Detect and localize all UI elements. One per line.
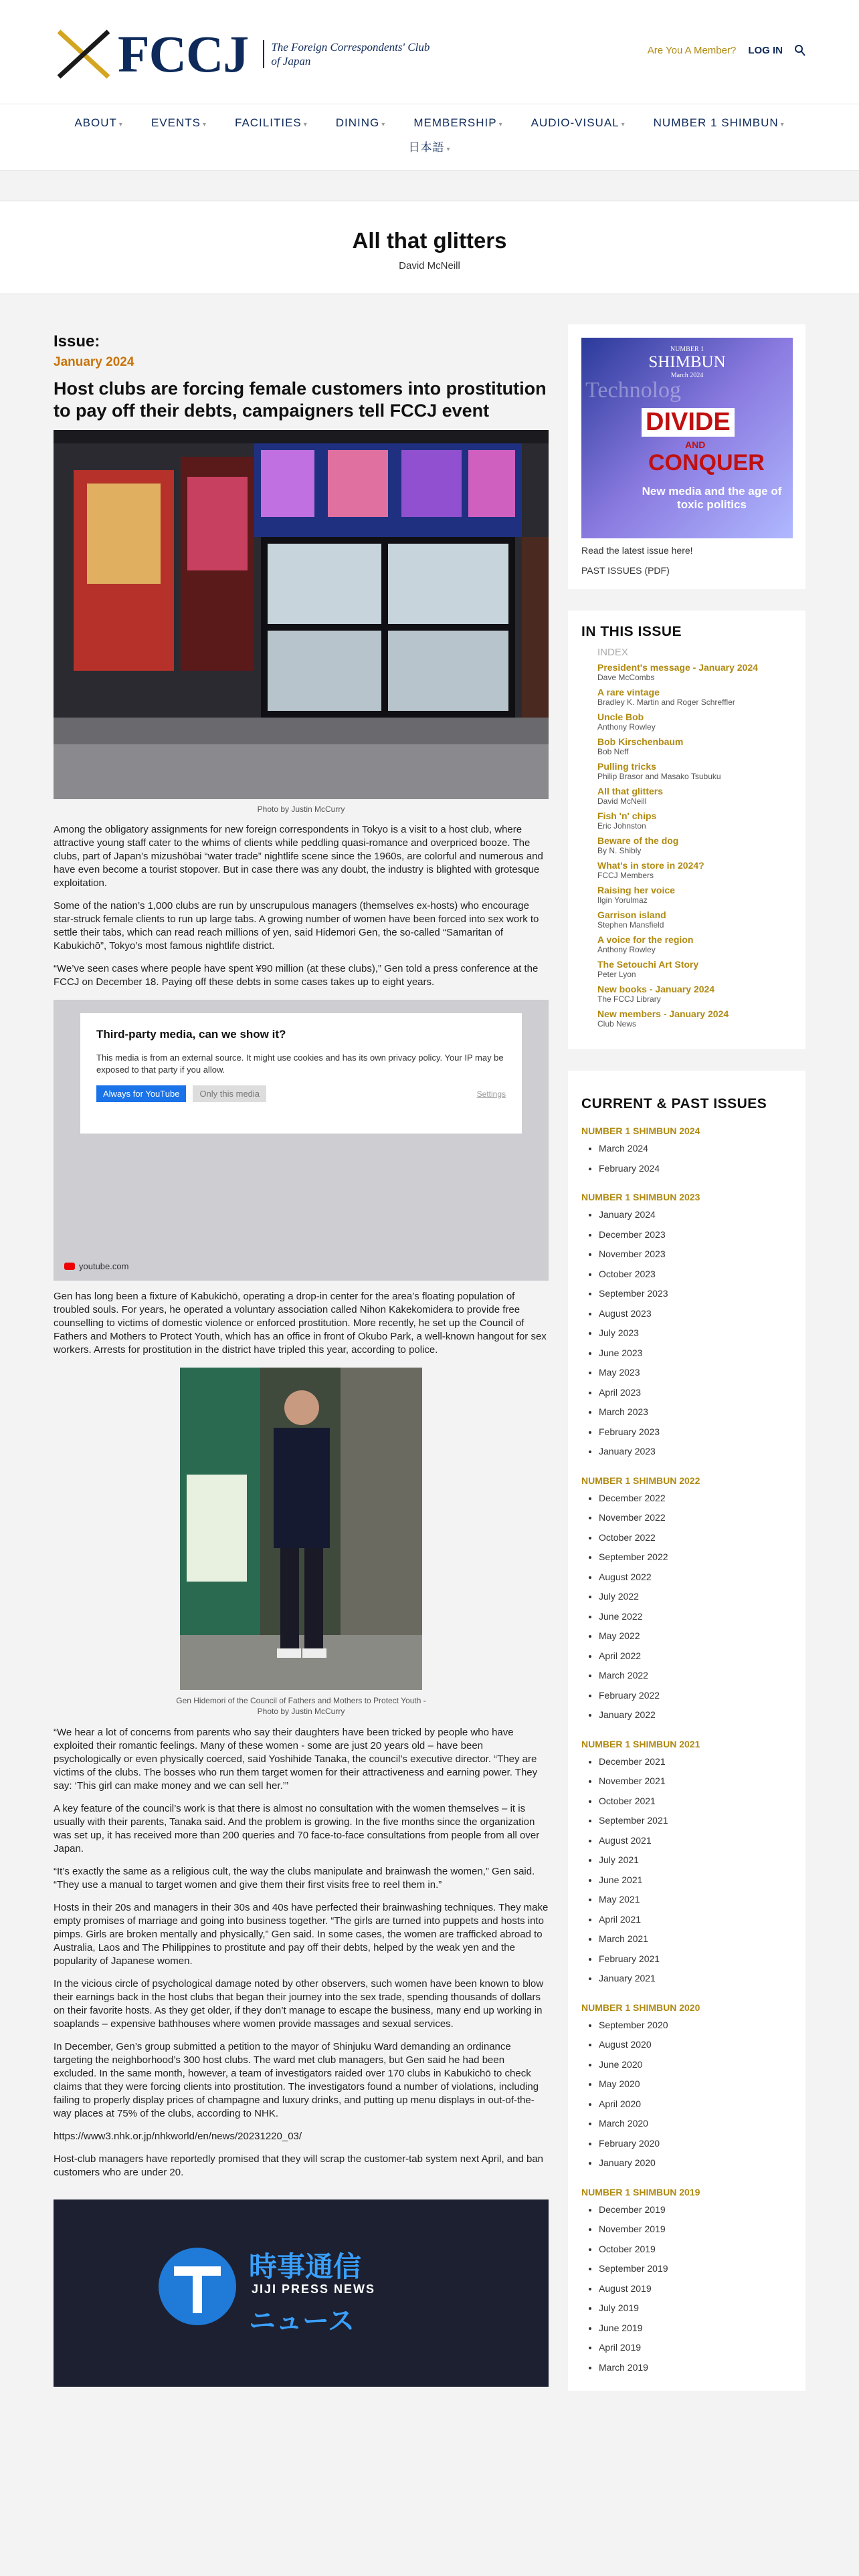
toc-item-author: FCCJ Members (597, 871, 654, 880)
article-paragraph: In December, Gen’s group submitted a petition to the mayor of Shinjuku Ward demanding an ordinance targeting the neighborhood’s 300 host clubs. The ward met club managers, but Gen said he had been excluded. In the same month, however, a team of investigators raided over 170 clubs in Kabukichō to check claims that they were forcing clients into prostitution. The investigators found a number of violations, including failing to properly display prices of champagne and luxury drinks, and putting up menu displays in out-of-the-way places at 75% of the clubs, according to NHK. (54, 2041, 539, 2119)
archive-month-link[interactable]: • June 2020 (599, 2055, 792, 2075)
latest-issue-link[interactable]: Read the latest issue here! (581, 545, 693, 556)
archive-month-list (581, 2200, 792, 2378)
toc-item[interactable] (597, 736, 792, 757)
archive-month-link[interactable]: • December 2023 (599, 1225, 792, 1245)
archive-month-link[interactable]: • August 2023 (599, 1304, 792, 1324)
archive-year[interactable]: NUMBER 1 SHIMBUN 2019 (581, 2186, 700, 2197)
toc-item-title[interactable]: President's message - January 2024 (597, 662, 758, 673)
article-paragraph: Some of the nation’s 1,000 clubs are run by unscrupulous managers (themselves ex-hosts) who encourage star-struck female clients to run up large tabs. A growing number of women have been forced into sex work to settle their tabs, which can read reach millions of yen, said Hidemori Gen, the so-called “Samaritan of Kabukichō”, Tokyo’s most famous nightlife district. (54, 900, 539, 952)
archive-month-link[interactable]: • July 2021 (599, 1850, 792, 1870)
article-paragraph: A key feature of the council’s work is that there is almost no consultation with the women themselves – it is usually with their parents, Tanaka said. And the problem is growing. In the five months since the organization was set up, it has received more than 200 queries and 70 face-to-face consultations from people from all over Japan. (54, 1803, 540, 1854)
article-paragraph: Gen has long been a fixture of Kabukichō, operating a drop-in center for the area’s floating population of troubled souls. For years, he operated a voluntary association called Nihon Kakekomidera to provide free counselling to victims of domestic violence or enforced prostitution. More recently, he set up the Council of Fathers and Mothers to Protect Youth, which has an office in front of Okubo Park, a well-known hangout for sex workers. Arrests for prostitution in the district have tripled this year, according to police. (54, 1291, 547, 1356)
toc-item-title[interactable]: What's in store in 2024? (597, 860, 704, 871)
nav-item-events[interactable]: EVENTS ▾ (151, 116, 207, 129)
toc-item[interactable] (597, 909, 792, 930)
nav-item-about[interactable]: ABOUT ▾ (74, 116, 123, 129)
youtube-source[interactable] (64, 1261, 128, 1271)
archive-month-link[interactable]: • April 2019 (599, 2338, 792, 2358)
photo2-caption: Gen Hidemori of the Council of Fathers and Mothers to Protect Youth - Photo by Justin McCurry (176, 1696, 426, 1716)
article-headline: Host clubs are forcing female customers into prostitution to pay off their debts, campaigners tell FCCJ event (54, 379, 547, 421)
photo1-caption: Photo by Justin McCurry (257, 804, 345, 814)
archive-month-link[interactable]: • July 2022 (599, 1587, 792, 1607)
latest-issue-card (568, 324, 805, 589)
toc-item-title[interactable]: The Setouchi Art Story (597, 959, 699, 970)
archive-month-link[interactable]: • January 2021 (599, 1969, 792, 1989)
issue-label: Issue: (54, 332, 100, 350)
toc-item-author: Eric Johnston (597, 821, 646, 831)
toc-item-author: Stephen Mansfield (597, 920, 664, 930)
toc-item-title[interactable]: Uncle Bob (597, 712, 644, 722)
toc-item[interactable] (597, 687, 792, 708)
archive-month-link[interactable]: • October 2019 (599, 2240, 792, 2260)
archive-month-list (581, 1205, 792, 1462)
issue-archive (581, 1125, 792, 2377)
article-paragraph: “We’ve seen cases where people have spent ¥90 million (at these clubs),” Gen told a press conference at the FCCJ on December 18. Paying off these debts in some cases takes up to eight years. (54, 963, 539, 988)
login-link[interactable]: LOG IN (748, 44, 783, 56)
always-youtube-button[interactable]: Always for YouTube (96, 1085, 186, 1102)
toc-item-author: Anthony Rowley (597, 722, 656, 732)
toc-item[interactable] (597, 1008, 792, 1029)
toc-item[interactable] (597, 786, 792, 807)
site-header (0, 0, 859, 104)
archive-month-link[interactable]: • November 2019 (599, 2220, 792, 2240)
archive-month-list (581, 1489, 792, 1725)
cover-conquer: CONQUER (648, 450, 765, 475)
toc-item[interactable] (597, 860, 792, 881)
consent-settings-link[interactable]: Settings (476, 1089, 506, 1099)
cover-subtitle: New media and the age of toxic politics (642, 485, 782, 511)
nav-item-japanese[interactable]: 日本語 ▾ (408, 141, 451, 154)
archive-month-link[interactable]: • January 2020 (599, 2153, 792, 2173)
nav-item-facilities[interactable]: FACILITIES ▾ (235, 116, 308, 129)
archive-month-link[interactable]: • June 2023 (599, 1344, 792, 1364)
site-logo[interactable] (54, 24, 437, 84)
archive-month-link[interactable]: • June 2021 (599, 1870, 792, 1891)
archive-month-link[interactable]: • March 2024 (599, 1139, 792, 1159)
nav-item-audio-visual[interactable]: AUDIO-VISUAL ▾ (531, 116, 626, 129)
archive-month-link[interactable]: • March 2021 (599, 1929, 792, 1949)
archive-month-link[interactable]: • September 2022 (599, 1547, 792, 1568)
youtube-icon (64, 1263, 75, 1270)
toc-item[interactable] (597, 959, 792, 980)
archive-month-link[interactable]: • May 2022 (599, 1626, 792, 1646)
toc-item[interactable] (597, 761, 792, 782)
archive-month-link[interactable]: • December 2022 (599, 1489, 792, 1509)
article-paragraph: Hosts in their 20s and managers in their 30s and 40s have perfected their brainwashing techniques. They make empty promises of marriage and going into business together. “The girls are turned into puppets and hosts into pimps. Girls are broken mentally and physically,” Gen said. In some cases, the women are trafficked abroad to Australia, Laos and The Philippines to prostitute and pay off their debts, helped by the weak yen and the popularity of Japanese women. (54, 1902, 549, 1967)
club-name: The Foreign Correspondents' Club of Japan (263, 40, 437, 68)
archive-month-link[interactable]: • May 2021 (599, 1890, 792, 1910)
article-paragraph: Host-club managers have reportedly promised that they will scrap the customer-tab system next April, and ban customers who are under 20. (54, 2153, 544, 2178)
archive-year[interactable]: NUMBER 1 SHIMBUN 2020 (581, 2002, 700, 2013)
toc-item-title[interactable]: Pulling tricks (597, 761, 656, 772)
jiji-en-title: JIJI PRESS NEWS (252, 2282, 376, 2296)
article-paragraph: “It’s exactly the same as a religious cult, the way the clubs manipulate and brainwash the women,” Gen said. “They use a manual to target women and give them their first visits free to reel them in.” (54, 1866, 535, 1891)
archive-month-link[interactable]: • February 2023 (599, 1422, 792, 1442)
archive-month-link[interactable]: • September 2020 (599, 2016, 792, 2036)
nhk-link[interactable]: https://www3.nhk.or.jp/nhkworld/en/news/20231220_03/ (54, 2131, 302, 2142)
toc-item[interactable] (597, 811, 792, 831)
search-icon[interactable] (795, 44, 805, 56)
jiji-jp-title: 時事通信 (249, 2251, 362, 2282)
cover-watermark: Technolog (585, 378, 682, 403)
toc-item[interactable] (597, 984, 792, 1004)
archive-month-link[interactable]: • February 2020 (599, 2134, 792, 2154)
archive-month-link[interactable]: • August 2021 (599, 1831, 792, 1851)
archive-year[interactable]: NUMBER 1 SHIMBUN 2021 (581, 1738, 700, 1749)
past-issues-card (568, 1071, 805, 2391)
archive-month-link[interactable]: • October 2021 (599, 1792, 792, 1812)
toc-item[interactable] (597, 712, 792, 732)
archive-month-link[interactable]: • November 2021 (599, 1772, 792, 1792)
archive-month-link[interactable]: • April 2020 (599, 2095, 792, 2115)
toc-item-author: Peter Lyon (597, 970, 636, 979)
jiji-press-banner[interactable] (54, 2199, 549, 2387)
sidebar (568, 324, 805, 2391)
consent-text: This media is from an external source. It might use cookies and has its own privacy policy. Your IP may be exposed to that party if you allow. (96, 1053, 504, 1075)
page-title-bar (0, 201, 859, 294)
archive-month-link[interactable]: • March 2023 (599, 1402, 792, 1422)
archive-month-link[interactable]: • February 2022 (599, 1686, 792, 1706)
toc-item[interactable] (597, 934, 792, 955)
toc-item-title[interactable]: Bob Kirschenbaum (597, 736, 684, 747)
page-author: David McNeill (399, 260, 460, 272)
archive-month-link[interactable]: • May 2023 (599, 1363, 792, 1383)
archive-month-link[interactable]: • March 2022 (599, 1666, 792, 1686)
toc-item-title[interactable]: A rare vintage (597, 687, 660, 697)
archive-month-link[interactable]: • March 2019 (599, 2358, 792, 2378)
youtube-source-label: youtube.com (79, 1261, 129, 1271)
jiji-news-title: ニュース (249, 2306, 355, 2336)
toc-item-title[interactable]: Beware of the dog (597, 835, 679, 846)
archive-month-link[interactable]: • October 2022 (599, 1528, 792, 1548)
archive-month-link[interactable]: • March 2020 (599, 2114, 792, 2134)
archive-month-link[interactable]: • September 2021 (599, 1811, 792, 1831)
toc-item-author: Bob Neff (597, 747, 629, 756)
toc-item[interactable] (597, 885, 792, 905)
consent-title: Third-party media, can we show it? (96, 1028, 286, 1041)
archive-month-link[interactable]: • November 2022 (599, 1508, 792, 1528)
article (54, 324, 549, 2387)
toc-item-author: David McNeill (597, 796, 647, 806)
logo-text: FCCJ (118, 25, 249, 83)
archive-month-list (581, 1752, 792, 1989)
in-this-issue-card (568, 611, 805, 1049)
in-this-issue-heading: IN THIS ISSUE (581, 624, 682, 639)
archive-month-link[interactable]: • June 2019 (599, 2319, 792, 2339)
toc-item-author: Ilgin Yorulmaz (597, 895, 648, 905)
archive-month-link[interactable]: • September 2019 (599, 2259, 792, 2279)
archive-year[interactable]: NUMBER 1 SHIMBUN 2024 (581, 1125, 700, 1136)
archive-month-link[interactable]: • February 2021 (599, 1949, 792, 1969)
crossed-pens-icon (54, 27, 114, 81)
cover-masthead: SHIMBUN (648, 353, 726, 371)
page-title: All that glitters (352, 228, 507, 253)
host-club-photo (54, 430, 549, 799)
cover-and: AND (685, 439, 706, 450)
archive-month-link[interactable]: • October 2023 (599, 1265, 792, 1285)
nav-item-membership[interactable]: MEMBERSHIP ▾ (413, 116, 503, 129)
archive-month-list (581, 2016, 792, 2173)
archive-month-list (581, 1139, 792, 1178)
toc-item[interactable] (597, 835, 792, 856)
archive-month-link[interactable]: • January 2023 (599, 1442, 792, 1462)
cover-issue: March 2024 (670, 372, 704, 379)
archive-year[interactable]: NUMBER 1 SHIMBUN 2023 (581, 1192, 700, 1202)
member-prompt-link[interactable]: Are You A Member? (647, 44, 737, 56)
archive-month-link[interactable]: • July 2023 (599, 1323, 792, 1344)
toc-item-author: Philip Brasor and Masako Tsubuku (597, 772, 721, 781)
toc-item-title[interactable]: A voice for the region (597, 934, 694, 945)
archive-year[interactable]: NUMBER 1 SHIMBUN 2022 (581, 1475, 700, 1486)
archive-month-link[interactable]: • January 2022 (599, 1705, 792, 1725)
media-consent-embed (54, 1000, 549, 1281)
toc-item-title[interactable]: New members - January 2024 (597, 1008, 729, 1019)
index-label: INDEX (597, 647, 628, 658)
archive-month-link[interactable]: • December 2021 (599, 1752, 792, 1772)
toc-item[interactable] (597, 662, 792, 683)
archive-month-link[interactable]: • September 2023 (599, 1284, 792, 1304)
past-issues-pdf-link[interactable]: PAST ISSUES (PDF) (581, 565, 670, 576)
consent-dialog (80, 1013, 522, 1134)
article-paragraph: “We hear a lot of concerns from parents who say their daughters have been tricked by people who have exploited their romantic feelings. Many of these women - some are just 20 years old – have been psychologically or even physically coerced, said Yoshihide Tanaka, the council’s executive director. “They are victims of the clubs. The bosses who run them target women for their attractiveness and earning power. They say: ‘This girl can make money and we can sell her.’” (54, 1727, 538, 1792)
toc-item-title[interactable]: New books - January 2024 (597, 984, 715, 994)
gen-hidemori-photo (180, 1368, 422, 1690)
archive-month-link[interactable]: • November 2023 (599, 1245, 792, 1265)
archive-month-link[interactable]: • June 2022 (599, 1607, 792, 1627)
toc-item-author: Dave McCombs (597, 673, 655, 682)
toc-item-author: Bradley K. Martin and Roger Schreffler (597, 697, 735, 707)
archive-month-link[interactable]: • August 2019 (599, 2279, 792, 2299)
toc-item-title[interactable]: Fish 'n' chips (597, 811, 657, 821)
toc-item-title[interactable]: Garrison island (597, 909, 666, 920)
article-paragraph: In the vicious circle of psychological damage noted by other observers, such women have been known to blow their earnings back in the host clubs that began their journey into the sex trade, spending thousands of dollars on their favorite hosts. As they get older, if they don’t manage to escape the business, many end up working in soaplands – expensive bathhouses where women provide massages and sexual services. (54, 1978, 544, 2030)
archive-month-link[interactable]: • January 2024 (599, 1205, 792, 1225)
toc-item-author: Anthony Rowley (597, 945, 656, 954)
archive-month-link[interactable]: • May 2020 (599, 2074, 792, 2095)
toc-item-title[interactable]: All that glitters (597, 786, 664, 796)
toc-item-author: By N. Shibly (597, 846, 642, 855)
archive-month-link[interactable]: • February 2024 (599, 1159, 792, 1179)
archive-month-link[interactable]: • April 2022 (599, 1646, 792, 1667)
archive-month-link[interactable]: • August 2020 (599, 2035, 792, 2055)
nav-item-number1-shimbun[interactable]: NUMBER 1 SHIMBUN ▾ (653, 116, 785, 129)
issue-date[interactable]: January 2024 (54, 355, 134, 369)
archive-month-link[interactable]: • April 2023 (599, 1383, 792, 1403)
main-nav (0, 104, 859, 171)
issue-toc (581, 662, 792, 1029)
archive-heading: CURRENT & PAST ISSUES (581, 1096, 767, 1111)
archive-month-link[interactable]: • December 2019 (599, 2200, 792, 2220)
archive-month-link[interactable]: • August 2022 (599, 1568, 792, 1588)
latest-issue-cover[interactable] (581, 338, 793, 538)
archive-month-link[interactable]: • April 2021 (599, 1910, 792, 1930)
toc-item-author: Club News (597, 1019, 637, 1029)
only-this-media-button[interactable]: Only this media (193, 1085, 266, 1102)
cover-masthead-small: NUMBER 1 (670, 346, 704, 353)
archive-month-link[interactable]: • July 2019 (599, 2298, 792, 2319)
cover-divide: DIVIDE (642, 408, 735, 437)
toc-item-author: The FCCJ Library (597, 994, 661, 1004)
toc-item-title[interactable]: Raising her voice (597, 885, 675, 895)
article-paragraph: Among the obligatory assignments for new foreign correspondents in Tokyo is a visit to a host club, where attractive young staff cater to the whims of clients while peddling quasi-romance and overpriced booze. The clubs, part of Japan’s mizushōbai “water trade” nightlife scene since the 1960s, are colorful and numerous and have even become a tourist stopover. But in case there was any doubt, the industry is blighted with grotesque exploitation. (54, 824, 543, 889)
nav-item-dining[interactable]: DINING ▾ (335, 116, 386, 129)
